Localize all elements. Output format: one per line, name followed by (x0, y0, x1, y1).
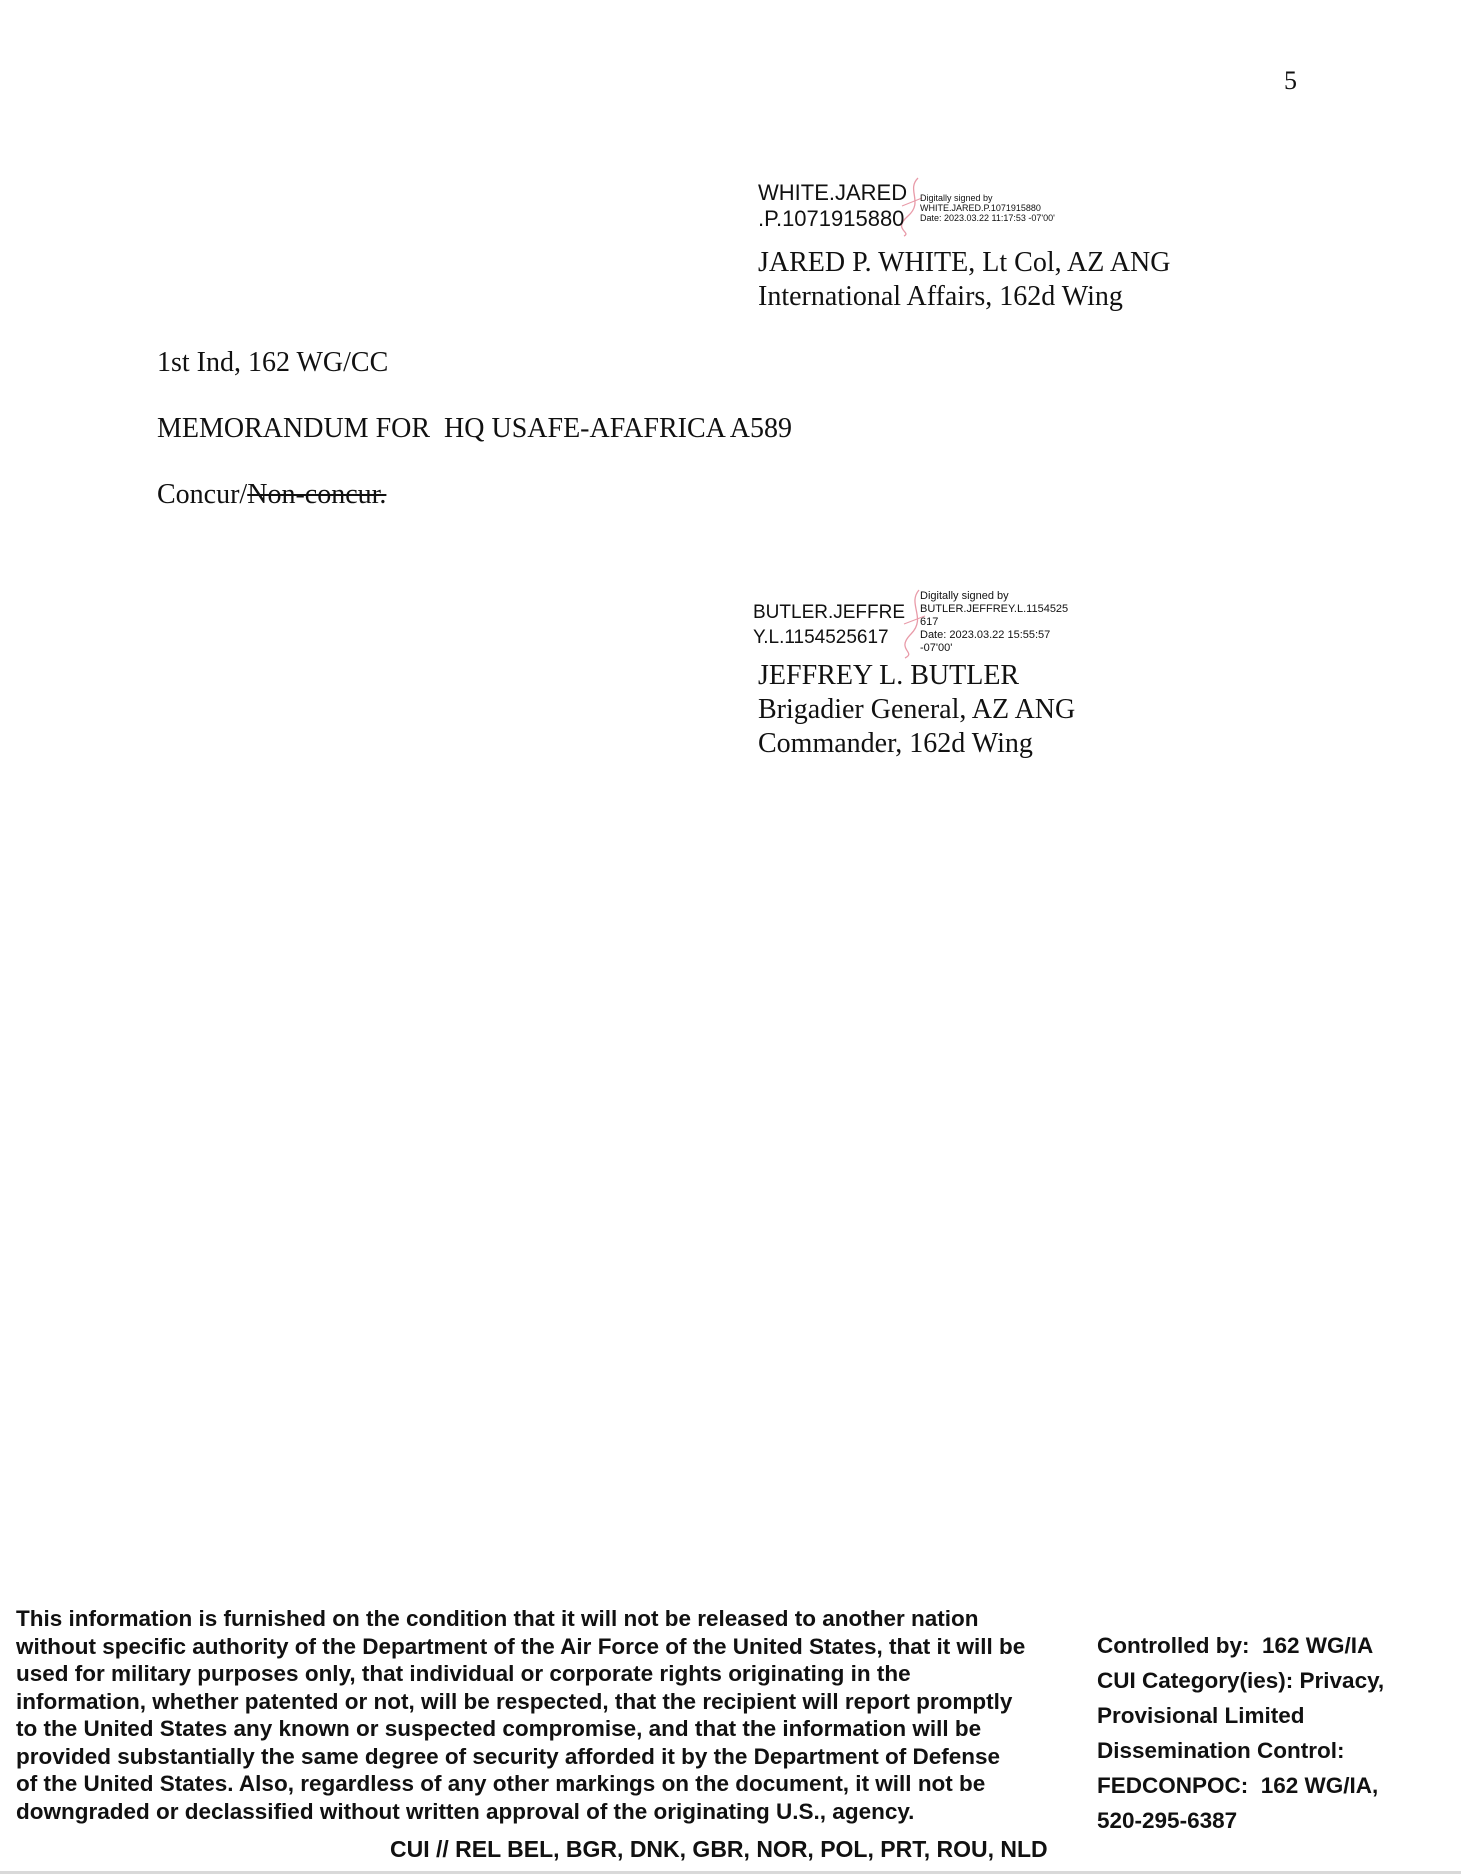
signer-office-line: Commander, 162d Wing (758, 728, 1033, 759)
cui-banner: CUI // REL BEL, BGR, DNK, GBR, NOR, POL, PRT, ROU, NLD (390, 1836, 1048, 1862)
release-statement-line: used for military purposes only, that individual or corporate rights originating in the (16, 1661, 911, 1686)
release-statement-line: This information is furnished on the condition that it will not be released to another nation (16, 1606, 979, 1631)
signature-id-line: Y.L.1154525617 (753, 627, 889, 648)
control-line: Controlled by: 162 WG/IA (1097, 1633, 1374, 1658)
release-statement-line: without specific authority of the Department of the Air Force of the United States, that it will be (16, 1633, 1026, 1659)
release-statement-line: of the United States. Also, regardless of any other markings on the document, it will not be (16, 1771, 986, 1796)
release-statement-line: to the United States any known or suspected compromise, and that the information will be (16, 1716, 982, 1741)
digital-signature-white[interactable] (758, 180, 1118, 240)
release-statement (16, 1605, 1096, 1825)
signature-id-line: WHITE.JARED (758, 180, 908, 205)
signature-block-butler (758, 659, 1075, 761)
control-line: CUI Category(ies): Privacy, (1097, 1668, 1385, 1693)
signature-meta-line: -07'00' (920, 642, 953, 654)
signer-title-line: Brigadier General, AZ ANG (758, 694, 1076, 725)
signer-office-line: International Affairs, 162d Wing (758, 281, 1123, 312)
signature-id-line: .P.1071915880 (758, 206, 905, 231)
concurrence-line (157, 479, 386, 511)
control-line: Provisional Limited (1097, 1703, 1305, 1728)
signature-meta (920, 590, 1068, 655)
concur-text: Concur/ (157, 479, 248, 510)
signature-id-line: BUTLER.JEFFRE (753, 602, 906, 623)
signature-block-white (758, 246, 1171, 314)
non-concur-text: Non-concur. (247, 479, 387, 510)
release-statement-line: downgraded or declassified without written approval of the originating U.S., agency. (16, 1798, 915, 1824)
signature-meta-line: 617 (920, 616, 939, 628)
signature-meta-line: BUTLER.JEFFREY.L.1154525 (920, 603, 1069, 615)
signature-meta-line: Date: 2023.03.22 11:17:53 -07'00' (920, 213, 1055, 223)
signature-meta-line: WHITE.JARED.P.1071915880 (920, 203, 1041, 213)
signer-name-line: JEFFREY L. BUTLER (758, 660, 1020, 691)
signature-meta-line: Digitally signed by (920, 590, 1009, 602)
memorandum-for-line: MEMORANDUM FOR HQ USAFE-AFAFRICA A589 (157, 413, 793, 444)
digital-signature-butler[interactable] (753, 588, 1113, 658)
signature-meta-line: Date: 2023.03.22 15:55:57 (920, 629, 1051, 641)
control-line: 520-295-6387 (1097, 1808, 1238, 1833)
release-statement-line: provided substantially the same degree of security afforded it by the Department of Defense (16, 1743, 1000, 1769)
indorsement-line: 1st Ind, 162 WG/CC (157, 347, 389, 378)
cui-control-block (1097, 1628, 1384, 1838)
signer-name-line: JARED P. WHITE, Lt Col, AZ ANG (758, 247, 1171, 278)
control-line: FEDCONPOC: 162 WG/IA, (1097, 1773, 1379, 1798)
control-line: Dissemination Control: (1097, 1738, 1345, 1763)
signature-meta (920, 193, 1055, 223)
signature-id (753, 600, 905, 650)
release-statement-line: information, whether patented or not, will be respected, that the recipient will report promptly (16, 1688, 1013, 1714)
signature-id (758, 180, 907, 232)
page-number: 5 (1284, 66, 1297, 95)
signature-meta-line: Digitally signed by (920, 193, 993, 203)
